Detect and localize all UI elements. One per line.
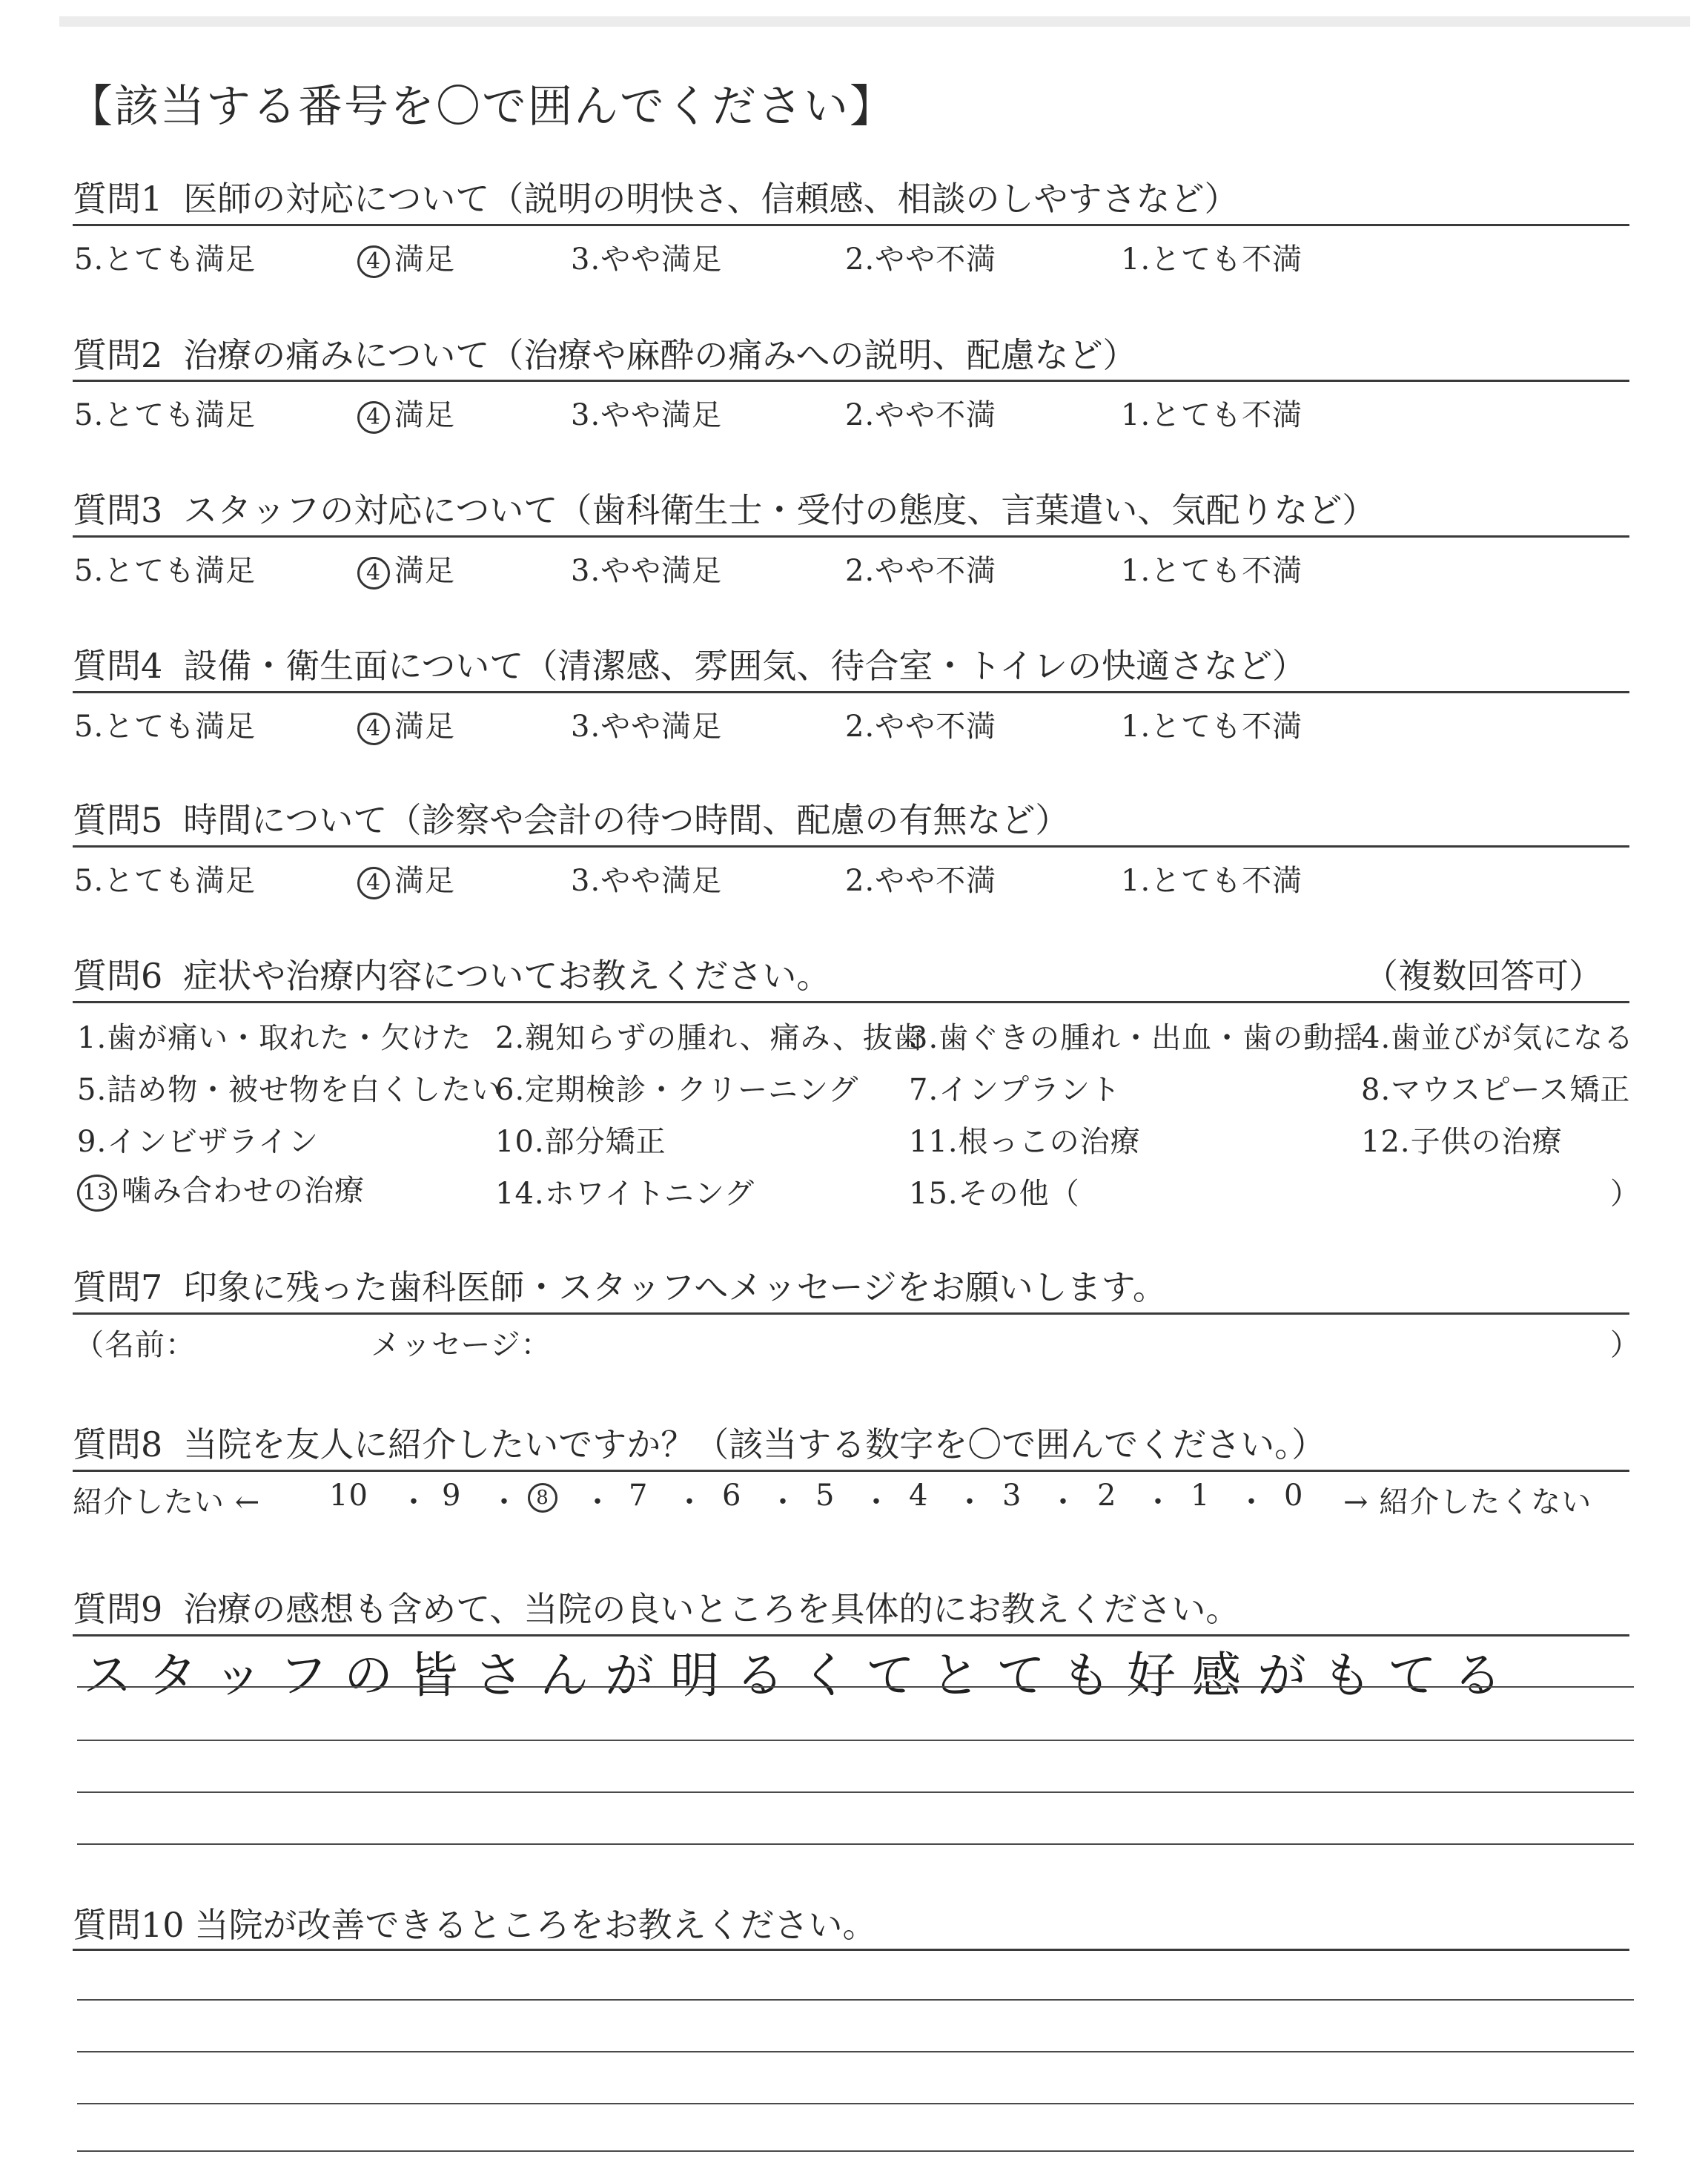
q8-score-2[interactable]: 2 [1097, 1479, 1117, 1513]
q7-message-field[interactable]: メッセージ： [371, 1328, 552, 1362]
q2-option-1[interactable]: 1.とても不満 [1121, 398, 1303, 432]
question-5-text: 時間について（診察や会計の待つ時間、配慮の有無など） [183, 800, 1070, 840]
q8-score-1[interactable]: 1 [1191, 1479, 1211, 1513]
q3-option-1[interactable]: 1.とても不満 [1121, 554, 1303, 588]
q3-option-4-label: 満足 [394, 554, 455, 588]
q6-item-10[interactable]: 10.部分矯正 [495, 1125, 666, 1159]
question-9-text: 治療の感想も含めて、当院の良いところを具体的にお教えください。 [183, 1589, 1240, 1629]
question-5-rule [73, 845, 1629, 848]
q6-item-13-circled[interactable] [77, 1167, 365, 1212]
q8-score-8-circled[interactable] [528, 1479, 562, 1513]
question-10-rule [73, 1949, 1629, 1951]
question-3-label: 質問3 [73, 490, 163, 530]
q10-writing-line [77, 2103, 1634, 2104]
q8-score-3[interactable]: 3 [1002, 1479, 1022, 1513]
q3-option-5[interactable]: 5.とても満足 [74, 554, 256, 588]
question-7-label: 質問7 [73, 1267, 163, 1307]
question-3-text: スタッフの対応について（歯科衛生士・受付の態度、言葉遣い、気配りなど） [183, 490, 1377, 530]
q6-item-15-close: ） [1610, 1177, 1641, 1211]
question-5-heading [73, 793, 1069, 842]
q4-option-5[interactable]: 5.とても満足 [74, 710, 256, 744]
q8-scale-right-label: → 紹介したくない [1343, 1485, 1592, 1519]
question-4-text: 設備・衛生面について（清潔感、雰囲気、待合室・トイレの快適さなど） [183, 646, 1307, 686]
scan-top-band [59, 16, 1690, 27]
question-4-heading [73, 639, 1306, 688]
q3-option-3[interactable]: 3.やや満足 [571, 554, 723, 588]
q6-item-13-label: 噛み合わせの治療 [122, 1174, 365, 1208]
q5-option-4-label: 満足 [394, 864, 455, 898]
q3-option-4-circled[interactable] [357, 547, 455, 589]
q8-separator: ・ [1237, 1485, 1266, 1519]
question-10-text: 当院が改善できるところをお教えください。 [194, 1905, 877, 1945]
question-10-label: 質問10 [73, 1905, 185, 1945]
q1-option-4-circled[interactable] [357, 236, 455, 278]
q5-option-3[interactable]: 3.やや満足 [571, 864, 723, 898]
q6-item-4[interactable]: 4.歯並びが気になる [1361, 1021, 1635, 1055]
q1-option-5[interactable]: 5.とても満足 [74, 242, 256, 277]
q6-item-1[interactable]: 1.歯が痛い・取れた・欠けた [77, 1021, 472, 1055]
q2-option-4-label: 満足 [394, 398, 455, 432]
q9-writing-line [77, 1740, 1634, 1741]
q8-separator: ・ [768, 1485, 798, 1519]
question-8-label: 質問8 [73, 1424, 163, 1464]
q6-item-3[interactable]: 3.歯ぐきの腫れ・出血・歯の動揺 [909, 1021, 1365, 1055]
question-2-heading [73, 328, 1136, 377]
q4-option-4-label: 満足 [394, 710, 455, 744]
q5-selection-circle: 4 [357, 867, 390, 899]
q8-separator: ・ [489, 1485, 519, 1519]
q8-separator: ・ [1048, 1485, 1078, 1519]
q4-option-2[interactable]: 2.やや不満 [845, 710, 997, 744]
q5-option-2[interactable]: 2.やや不満 [845, 864, 997, 898]
q8-score-10[interactable]: 10 [329, 1479, 368, 1513]
q10-writing-line [77, 2150, 1634, 2152]
q1-selection-circle: 4 [357, 245, 390, 278]
question-7-text: 印象に残った歯科医師・スタッフへメッセージをお願いします。 [183, 1267, 1167, 1307]
q6-item-15[interactable]: 15.その他（ [909, 1177, 1080, 1211]
question-3-rule [73, 535, 1629, 538]
q4-option-3[interactable]: 3.やや満足 [571, 710, 723, 744]
question-6-multi-note: （複数回答可） [1364, 956, 1603, 996]
q8-score-6[interactable]: 6 [722, 1479, 742, 1513]
q7-close-paren: ） [1610, 1328, 1641, 1362]
q9-handwritten-answer: スタッフの皆さんが明るくてとても好感がもてる [83, 1647, 1518, 1704]
q1-option-3[interactable]: 3.やや満足 [571, 242, 723, 277]
q8-scale-left-label: 紹介したい ← [73, 1485, 261, 1519]
question-6-rule [73, 1001, 1629, 1003]
q1-option-2[interactable]: 2.やや不満 [845, 242, 997, 277]
q3-selection-circle: 4 [357, 557, 390, 589]
question-8-text: 当院を友人に紹介したいですか？（該当する数字を〇で囲んでください。） [183, 1424, 1326, 1464]
q8-separator: ・ [861, 1485, 891, 1519]
q6-item-14[interactable]: 14.ホワイトニング [495, 1177, 755, 1211]
question-3-heading [73, 483, 1376, 532]
q8-selection-circle: 8 [528, 1483, 557, 1513]
q5-option-5[interactable]: 5.とても満足 [74, 864, 256, 898]
question-4-label: 質問4 [73, 646, 163, 686]
q8-score-0[interactable]: 0 [1284, 1479, 1304, 1513]
q5-option-1[interactable]: 1.とても不満 [1121, 864, 1303, 898]
q6-item-8[interactable]: 8.マウスピース矯正 [1361, 1073, 1631, 1107]
q8-separator: ・ [1143, 1485, 1173, 1519]
q4-selection-circle: 4 [357, 713, 390, 745]
q4-option-4-circled[interactable] [357, 703, 455, 745]
question-2-text: 治療の痛みについて（治療や麻酔の痛みへの説明、配慮など） [183, 335, 1137, 375]
q6-item-6[interactable]: 6.定期検診・クリーニング [495, 1073, 859, 1107]
question-5-label: 質問5 [73, 800, 163, 840]
q2-option-4-circled[interactable] [357, 392, 455, 434]
q6-item-9[interactable]: 9.インビザライン [77, 1125, 319, 1159]
question-1-heading [73, 172, 1239, 221]
q2-option-2[interactable]: 2.やや不満 [845, 398, 997, 432]
q10-writing-line [77, 2051, 1634, 2052]
q6-item-5[interactable]: 5.詰め物・被せ物を白くしたい [77, 1073, 503, 1107]
question-1-label: 質問1 [73, 179, 163, 219]
question-7-heading [73, 1261, 1167, 1309]
q8-score-5[interactable]: 5 [815, 1479, 835, 1513]
q9-writing-line [77, 1686, 1634, 1688]
q6-item-11[interactable]: 11.根っこの治療 [909, 1125, 1141, 1159]
question-10-heading [73, 1898, 877, 1947]
q8-score-4[interactable]: 4 [909, 1479, 929, 1513]
question-6-text: 症状や治療内容についてお教えください。 [183, 956, 831, 996]
q9-writing-line [77, 1843, 1634, 1845]
q8-separator: ・ [583, 1485, 612, 1519]
q2-selection-circle: 4 [357, 401, 390, 434]
q10-writing-line [77, 1999, 1634, 2001]
q8-separator: ・ [955, 1485, 984, 1519]
q5-option-4-circled[interactable] [357, 857, 455, 899]
q8-separator: ・ [399, 1485, 428, 1519]
question-1-text: 医師の対応について（説明の明快さ、信頼感、相談のしやすさなど） [183, 179, 1239, 219]
q1-option-4-label: 満足 [394, 242, 455, 277]
q3-option-2[interactable]: 2.やや不満 [845, 554, 997, 588]
question-8-heading [73, 1418, 1325, 1467]
question-1-rule [73, 224, 1629, 226]
q6-item-12[interactable]: 12.子供の治療 [1361, 1125, 1563, 1159]
q4-option-1[interactable]: 1.とても不満 [1121, 710, 1303, 744]
q1-option-1[interactable]: 1.とても不満 [1121, 242, 1303, 277]
q8-separator: ・ [675, 1485, 704, 1519]
sheet-title: 【該当する番号を〇で囲んでください】 [68, 81, 896, 133]
q2-option-5[interactable]: 5.とても満足 [74, 398, 256, 432]
q8-score-7[interactable]: 7 [629, 1479, 649, 1513]
question-2-label: 質問2 [73, 335, 163, 375]
question-9-label: 質問9 [73, 1589, 163, 1629]
question-7-rule [73, 1312, 1629, 1315]
q6-item-7[interactable]: 7.インプラント [909, 1073, 1122, 1107]
q7-name-field[interactable]: （名前： [74, 1328, 196, 1362]
question-9-heading [73, 1582, 1239, 1631]
question-2-rule [73, 380, 1629, 382]
question-8-rule [73, 1470, 1629, 1472]
q6-item-2[interactable]: 2.親知らずの腫れ、痛み、抜歯 [495, 1021, 924, 1055]
q2-option-3[interactable]: 3.やや満足 [571, 398, 723, 432]
question-6-heading [73, 949, 830, 998]
q6-selection-circle: 13 [77, 1175, 117, 1212]
question-6-label: 質問6 [73, 956, 163, 996]
q9-writing-line [77, 1791, 1634, 1793]
question-4-rule [73, 691, 1629, 693]
q8-score-9[interactable]: 9 [442, 1479, 462, 1513]
